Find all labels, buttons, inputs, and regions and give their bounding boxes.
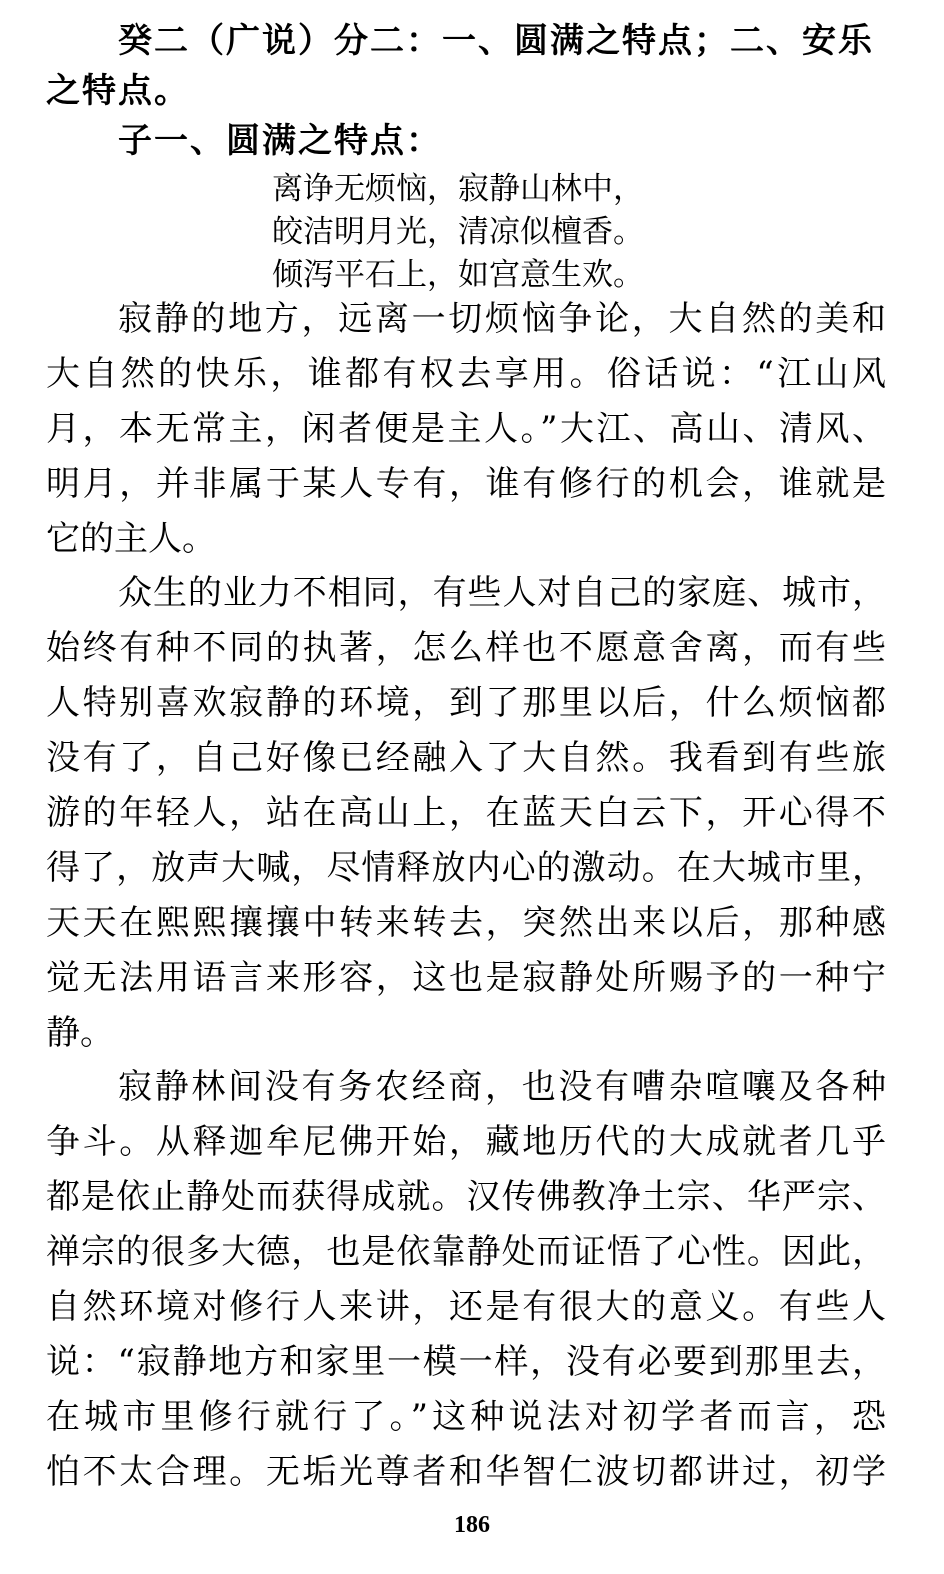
paragraph-2-line: 众生的业力不相同，有些人对自己的家庭、城市， <box>118 573 886 613</box>
paragraph-1-line: 月，本无常主，闲者便是主人。”大江、高山、清风、 <box>46 409 886 449</box>
paragraph-3-line: 争斗。从释迦牟尼佛开始，藏地历代的大成就者几乎 <box>46 1122 886 1162</box>
paragraph-3-line: 寂静林间没有务农经商，也没有嘈杂喧嚷及各种 <box>118 1067 886 1107</box>
paragraph-2-line: 人特别喜欢寂静的环境，到了那里以后，什么烦恼都 <box>46 683 886 723</box>
paragraph-2-line: 始终有种不同的执著，怎么样也不愿意舍离，而有些 <box>46 628 886 668</box>
paragraph-3-line: 怕不太合理。无垢光尊者和华智仁波切都讲过，初学 <box>46 1452 886 1492</box>
paragraph-2-line: 静。 <box>46 1013 114 1053</box>
paragraph-2-line: 得了，放声大喊，尽情释放内心的激动。在大城市里， <box>46 848 886 888</box>
verse-line: 皎洁明月光，清凉似檀香。 <box>272 214 644 250</box>
paragraph-3-line: 禅宗的很多大德，也是依靠静处而证悟了心性。因此， <box>46 1232 886 1272</box>
page-number: 186 <box>454 1512 490 1538</box>
paragraph-2-line: 天天在熙熙攘攘中转来转去，突然出来以后，那种感 <box>46 903 886 943</box>
verse-line: 倾泻平石上，如宫意生欢。 <box>272 257 644 293</box>
section-heading-gui2: 癸二（广说）分二：一、圆满之特点；二、安乐 <box>118 21 874 61</box>
section-heading-gui2-continued: 之特点。 <box>46 71 190 111</box>
paragraph-3-line: 自然环境对修行人来讲，还是有很大的意义。有些人 <box>46 1287 886 1327</box>
paragraph-3-line: 说：“寂静地方和家里一模一样，没有必要到那里去， <box>46 1342 886 1382</box>
paragraph-3-line: 都是依止静处而获得成就。汉传佛教净土宗、华严宗、 <box>46 1177 886 1217</box>
paragraph-3-line: 在城市里修行就行了。”这种说法对初学者而言，恐 <box>46 1397 886 1437</box>
verse-line: 离诤无烦恼，寂静山林中， <box>272 171 644 207</box>
paragraph-1-line: 寂静的地方，远离一切烦恼争论，大自然的美和 <box>118 299 886 339</box>
paragraph-2-line: 游的年轻人，站在高山上，在蓝天白云下，开心得不 <box>46 793 886 833</box>
paragraph-2-line: 没有了，自己好像已经融入了大自然。我看到有些旅 <box>46 738 886 778</box>
paragraph-1-line: 它的主人。 <box>46 519 216 559</box>
paragraph-2-line: 觉无法用语言来形容，这也是寂静处所赐予的一种宁 <box>46 958 886 998</box>
paragraph-1-line: 明月，并非属于某人专有，谁有修行的机会，谁就是 <box>46 464 886 504</box>
paragraph-1-line: 大自然的快乐，谁都有权去享用。俗话说：“江山风 <box>46 354 886 394</box>
subsection-heading-zi1: 子一、圆满之特点： <box>118 121 442 161</box>
